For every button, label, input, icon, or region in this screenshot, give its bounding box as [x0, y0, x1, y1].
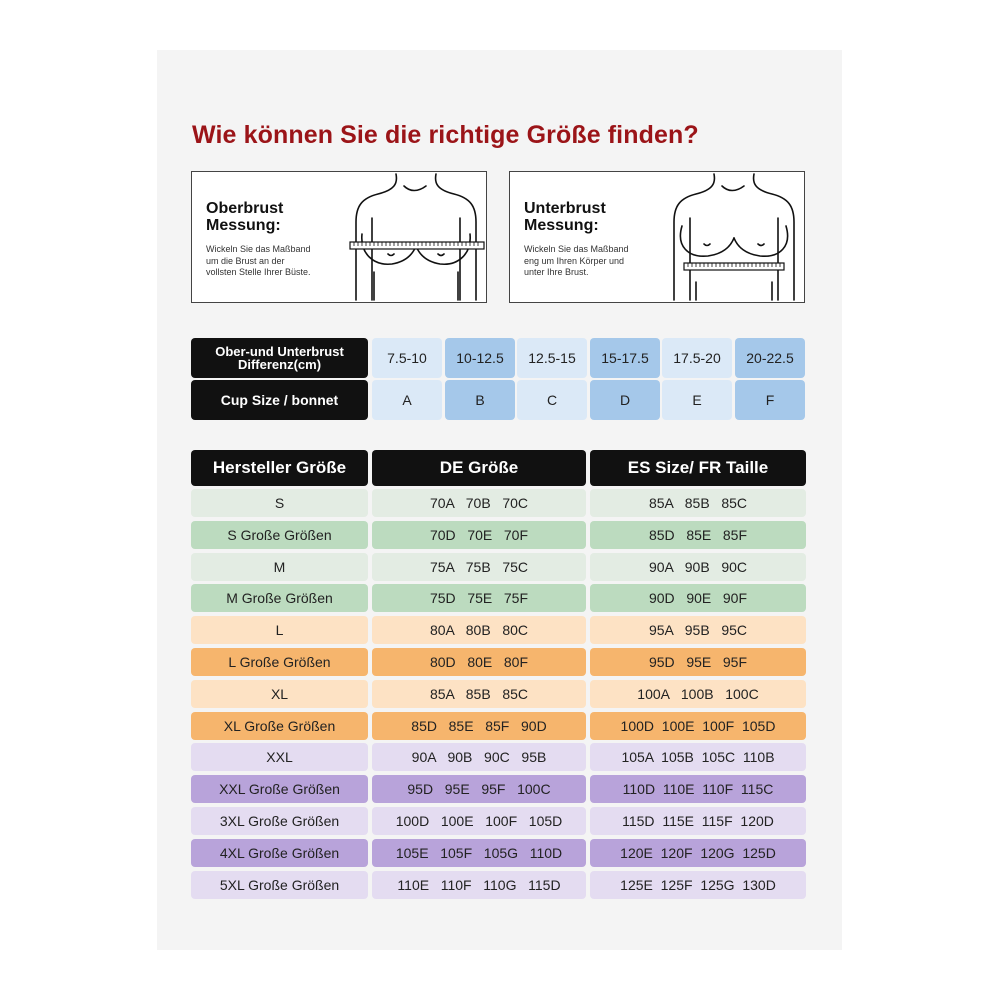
- maker-size-cell: XXL: [191, 743, 368, 771]
- maker-size-cell: S: [191, 489, 368, 517]
- cup-size-cell: D: [590, 380, 660, 420]
- table-row: [0, 775, 1000, 803]
- de-size-cell: 75A 75B 75C: [372, 553, 586, 581]
- maker-size-cell: 5XL Große Größen: [191, 871, 368, 899]
- cup-size-cell: B: [445, 380, 515, 420]
- header-es-fr-size: ES Size/ FR Taille: [590, 450, 806, 486]
- de-size-cell: 105E 105F 105G 110D: [372, 839, 586, 867]
- maker-size-cell: XL: [191, 680, 368, 708]
- maker-size-cell: L: [191, 616, 368, 644]
- table-row: [0, 489, 1000, 517]
- es-fr-size-cell: 95D 95E 95F: [590, 648, 806, 676]
- de-size-cell: 90A 90B 90C 95B: [372, 743, 586, 771]
- table-row: [0, 712, 1000, 740]
- cup-size-cell: A: [372, 380, 442, 420]
- de-size-cell: 95D 95E 95F 100C: [372, 775, 586, 803]
- under-bust-description: Wickeln Sie das Maßband eng um Ihren Körper und unter Ihre Brust.: [524, 244, 629, 277]
- under-bust-card: [509, 171, 805, 303]
- es-fr-size-cell: 115D 115E 115F 120D: [590, 807, 806, 835]
- table-row: [0, 839, 1000, 867]
- es-fr-size-cell: 110D 110E 110F 115C: [590, 775, 806, 803]
- table-row: [0, 584, 1000, 612]
- cup-size-cell: E: [662, 380, 732, 420]
- es-fr-size-cell: 85D 85E 85F: [590, 521, 806, 549]
- upper-bust-figure-icon: [348, 172, 486, 302]
- es-fr-size-cell: 105A 105B 105C 110B: [590, 743, 806, 771]
- maker-size-cell: 4XL Große Größen: [191, 839, 368, 867]
- upper-bust-card: [191, 171, 487, 303]
- cup-difference-cell: 10-12.5: [445, 338, 515, 378]
- table-row: [0, 743, 1000, 771]
- es-fr-size-cell: 120E 120F 120G 125D: [590, 839, 806, 867]
- de-size-cell: 75D 75E 75F: [372, 584, 586, 612]
- cup-size-cell: F: [735, 380, 805, 420]
- cup-size-label: Cup Size / bonnet: [191, 380, 368, 420]
- table-row: [0, 521, 1000, 549]
- page-title: Wie können Sie die richtige Größe finden?: [192, 121, 699, 149]
- de-size-cell: 100D 100E 100F 105D: [372, 807, 586, 835]
- de-size-cell: 85A 85B 85C: [372, 680, 586, 708]
- maker-size-cell: S Große Größen: [191, 521, 368, 549]
- upper-bust-title: Oberbrust Messung:: [206, 200, 284, 234]
- maker-size-cell: 3XL Große Größen: [191, 807, 368, 835]
- es-fr-size-cell: 90A 90B 90C: [590, 553, 806, 581]
- cup-difference-cell: 15-17.5: [590, 338, 660, 378]
- es-fr-size-cell: 100A 100B 100C: [590, 680, 806, 708]
- under-bust-figure-icon: [666, 172, 804, 302]
- de-size-cell: 80D 80E 80F: [372, 648, 586, 676]
- header-maker-size: Hersteller Größe: [191, 450, 368, 486]
- cup-difference-label: Ober-und Unterbrust Differenz(cm): [191, 338, 368, 378]
- maker-size-cell: M Große Größen: [191, 584, 368, 612]
- es-fr-size-cell: 125E 125F 125G 130D: [590, 871, 806, 899]
- cup-size-cell: C: [517, 380, 587, 420]
- table-row: [0, 871, 1000, 899]
- maker-size-cell: XL Große Größen: [191, 712, 368, 740]
- de-size-cell: 110E 110F 110G 115D: [372, 871, 586, 899]
- cup-difference-cell: 12.5-15: [517, 338, 587, 378]
- table-row: [0, 553, 1000, 581]
- es-fr-size-cell: 90D 90E 90F: [590, 584, 806, 612]
- maker-size-cell: XXL Große Größen: [191, 775, 368, 803]
- maker-size-cell: M: [191, 553, 368, 581]
- de-size-cell: 85D 85E 85F 90D: [372, 712, 586, 740]
- cup-difference-cell: 7.5-10: [372, 338, 442, 378]
- upper-bust-description: Wickeln Sie das Maßband um die Brust an der vollsten Stelle Ihrer Büste.: [206, 244, 311, 277]
- cup-difference-cell: 17.5-20: [662, 338, 732, 378]
- de-size-cell: 70D 70E 70F: [372, 521, 586, 549]
- table-row: [0, 616, 1000, 644]
- es-fr-size-cell: 85A 85B 85C: [590, 489, 806, 517]
- es-fr-size-cell: 95A 95B 95C: [590, 616, 806, 644]
- es-fr-size-cell: 100D 100E 100F 105D: [590, 712, 806, 740]
- de-size-cell: 70A 70B 70C: [372, 489, 586, 517]
- under-bust-title: Unterbrust Messung:: [524, 200, 606, 234]
- table-row: [0, 807, 1000, 835]
- table-row: [0, 680, 1000, 708]
- table-row: [0, 648, 1000, 676]
- maker-size-cell: L Große Größen: [191, 648, 368, 676]
- de-size-cell: 80A 80B 80C: [372, 616, 586, 644]
- cup-difference-cell: 20-22.5: [735, 338, 805, 378]
- header-de-size: DE Größe: [372, 450, 586, 486]
